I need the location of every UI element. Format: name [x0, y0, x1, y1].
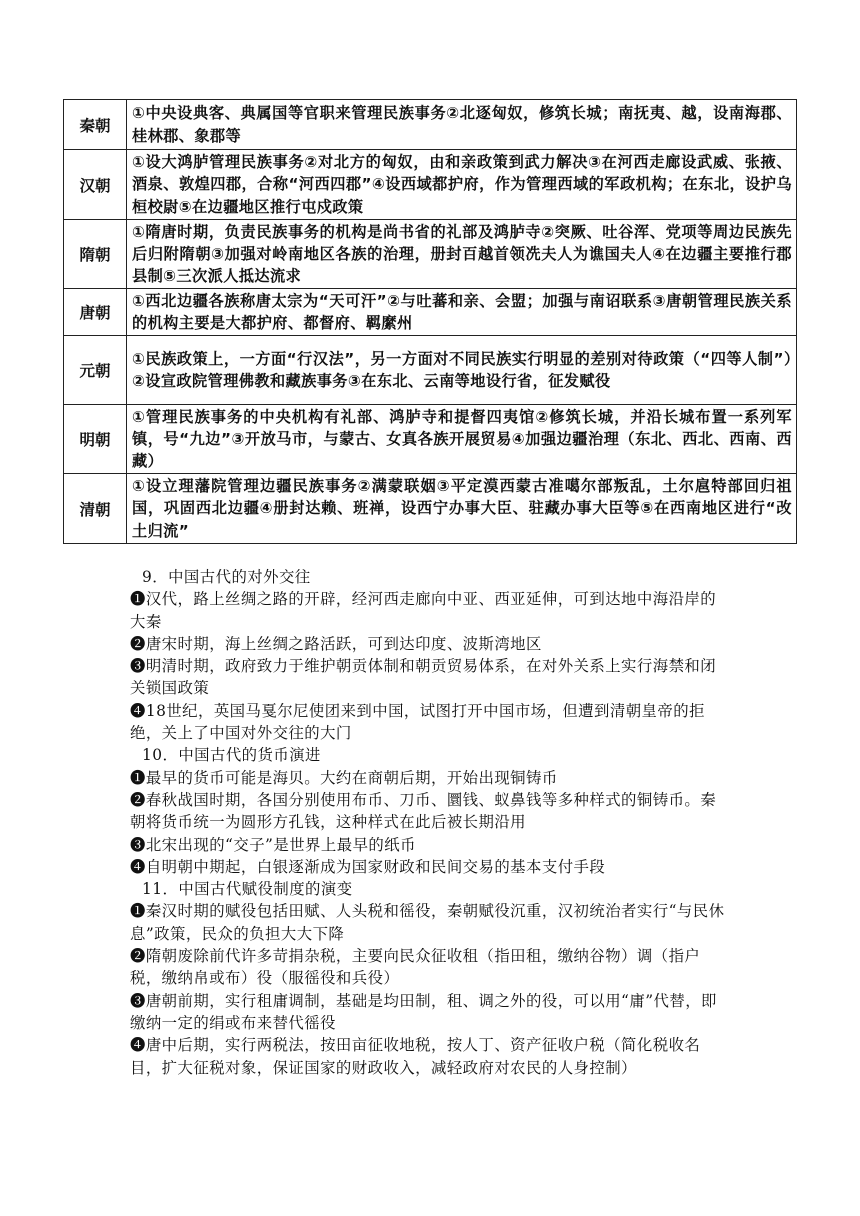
table-row: [64, 405, 797, 474]
section-heading: 10．中国古代的货币演进: [142, 746, 321, 765]
list-item: ❶最早的货币可能是海贝。大约在商朝后期，开始出现铜铸币: [130, 768, 558, 787]
section-foreign-relations: [130, 566, 730, 744]
list-item: ❹自明朝中期起，白银逐渐成为国家财政和民间交易的基本支付手段: [130, 857, 606, 876]
dynasty-cell: 秦朝: [64, 100, 127, 150]
list-item: ❷春秋战国时期，各国分别使用布币、刀币、圜钱、蚁鼻钱等多种样式的铜铸币。秦朝将货币统一为圆形方孔钱，这种样式在此后被长期沿用: [130, 790, 717, 832]
list-item: ❸唐朝前期，实行租庸调制，基础是均田制，租、调之外的役，可以用“庸”代替，即缴纳一定的绢或布来替代徭役: [130, 991, 717, 1032]
table-row: [64, 289, 797, 336]
ethnic-policy-table: [63, 99, 797, 544]
section-heading: 11．中国古代赋役制度的演变: [142, 880, 353, 899]
list-item: ❶汉代，路上丝绸之路的开辟，经河西走廊向中亚、西亚延伸，可到达地中海沿岸的大秦: [130, 590, 717, 631]
policy-cell: ①管理民族事务的中央机构有礼部、鸿胪寺和提督四夷馆②修筑长城，并沿长城布置一系列军镇，号“九边”③开放马市，与蒙古、女真各族开展贸易④加强边疆治理（东北、西北、西南、西藏）: [127, 405, 797, 474]
table-row: [64, 220, 797, 289]
list-item: ❸明清时期，政府致力于维护朝贡体制和朝贡贸易体系，在对外关系上实行海禁和闭关锁国政策: [130, 657, 717, 698]
list-item: ❷隋朝废除前代许多苛捐杂税，主要向民众征收租（指田租，缴纳谷物）调（指户税，缴纳帛或布）役（服徭役和兵役）: [130, 947, 701, 988]
list-item: ❸北宋出现的“交子”是世界上最早的纸币: [130, 835, 416, 854]
section-currency: [130, 744, 730, 878]
dynasty-cell: 清朝: [64, 474, 127, 544]
dynasty-cell: 唐朝: [64, 289, 127, 336]
policy-cell: ①民族政策上，一方面“行汉法”，另一方面对不同民族实行明显的差别对待政策（“四等人制”）②设宣政院管理佛教和藏族事务③在东北、云南等地设行省，征发赋役: [127, 336, 797, 405]
policy-cell: ①设立理藩院管理边疆民族事务②满蒙联姻③平定漠西蒙古准噶尔部叛乱，土尔扈特部回归祖国，巩固西北边疆④册封达赖、班禅，设西宁办事大臣、驻藏办事大臣等⑤在西南地区进行“改土归流”: [127, 474, 797, 544]
dynasty-cell: 元朝: [64, 336, 127, 405]
policy-cell: ①隋唐时期，负责民族事务的机构是尚书省的礼部及鸿胪寺②突厥、吐谷浑、党项等周边民族先后归附隋朝③加强对岭南地区各族的治理，册封百越首领冼夫人为谯国夫人④在边疆主要推行郡县制⑤三次派人抵达流求: [127, 220, 797, 289]
list-item: ❶秦汉时期的赋役包括田赋、人头税和徭役，秦朝赋役沉重，汉初统治者实行“与民休息”政策，民众的负担大大下降: [130, 902, 725, 943]
section-taxation: [130, 878, 730, 1079]
list-item: ❹18世纪，英国马戛尔尼使团来到中国，试图打开中国市场，但遭到清朝皇帝的拒绝，关上了中国对外交往的大门: [130, 701, 705, 743]
table-row: [64, 336, 797, 405]
list-item: ❷唐宋时期，海上丝绸之路活跃，可到达印度、波斯湾地区: [130, 634, 542, 653]
policy-cell: ①中央设典客、典属国等官职来管理民族事务②北逐匈奴，修筑长城；南抚夷、越，设南海郡、桂林郡、象郡等: [127, 100, 797, 150]
policy-cell: ①设大鸿胪管理民族事务②对北方的匈奴，由和亲政策到武力解决③在河西走廊设武威、张掖、酒泉、敦煌四郡，合称“河西四郡”④设西域都护府，作为管理西域的军政机构；在东北，设护乌桓校尉⑤在边疆地区推行屯戍政策: [127, 150, 797, 220]
dynasty-cell: 汉朝: [64, 150, 127, 220]
table-row: [64, 100, 797, 150]
dynasty-cell: 明朝: [64, 405, 127, 474]
section-heading: 9．中国古代的对外交往: [142, 568, 311, 586]
policy-cell: ①西北边疆各族称唐太宗为“天可汗”②与吐蕃和亲、会盟；加强与南诏联系③唐朝管理民族关系的机构主要是大都护府、都督府、羁縻州: [127, 289, 797, 336]
table-row: [64, 474, 797, 544]
dynasty-cell: 隋朝: [64, 220, 127, 289]
notes-section: [130, 566, 730, 1079]
list-item: ❹唐中后期，实行两税法，按田亩征收地税，按人丁、资产征收户税（简化税收名目，扩大征税对象，保证国家的财政收入，减轻政府对农民的人身控制）: [130, 1036, 701, 1077]
table-row: [64, 150, 797, 220]
